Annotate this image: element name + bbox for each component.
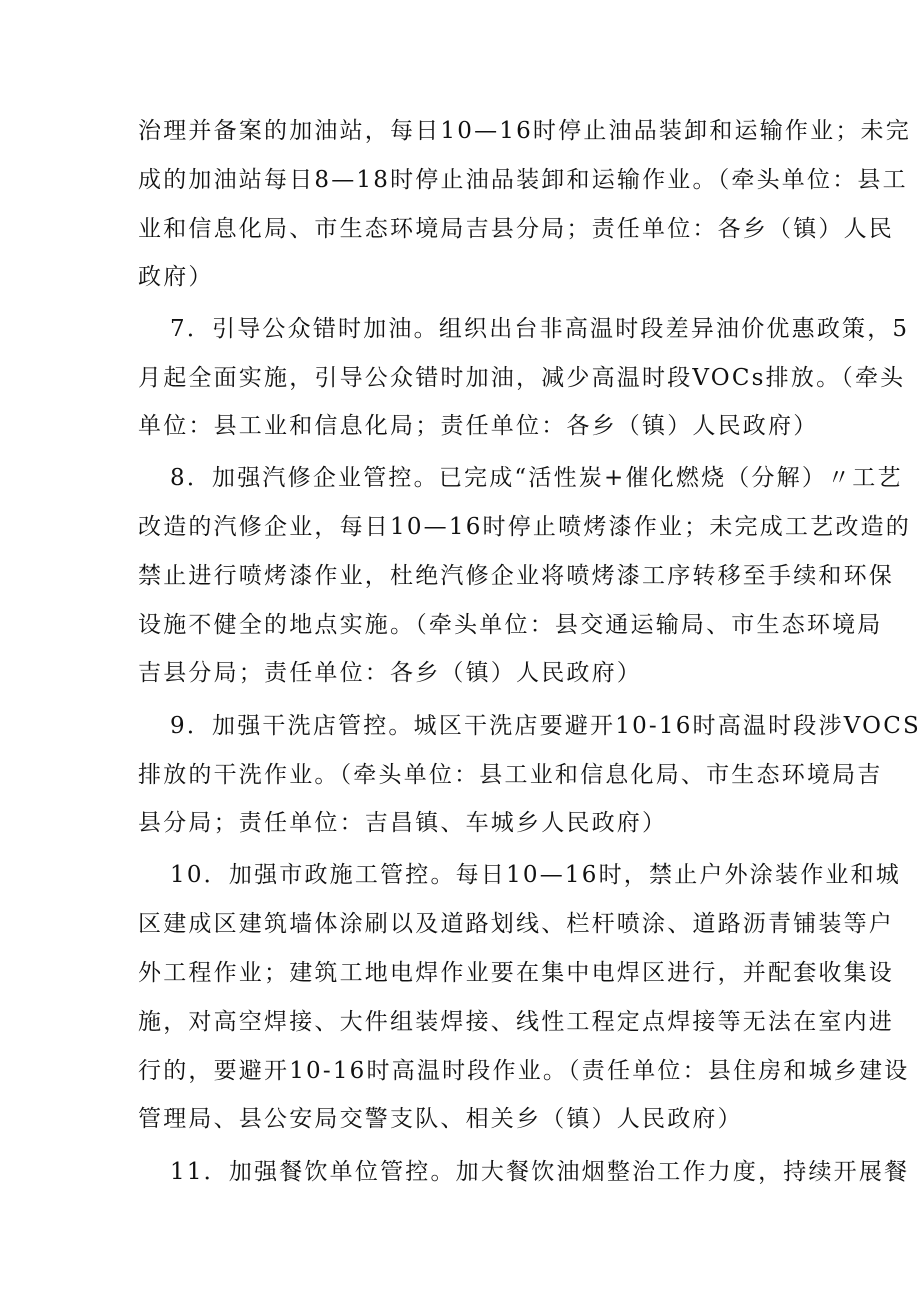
item-10-line-6: 管理局、县公安局交警支队、相关乡（镇）人民政府） — [138, 1106, 743, 1132]
item-10-line-4: 施，对高空焊接、大件组装焊接、线性工程定点焊接等无法在室内进 — [138, 1009, 894, 1035]
item-7-line-1: 7．引导公众错时加油。组织出台非高温时段差异油价优惠政策，5 — [170, 316, 910, 342]
item-9-line-1: 9．加强干洗店管控。城区干洗店要避开10-16时高温时段涉VOCS — [170, 713, 921, 739]
item-7-line-2: 月起全面实施，引导公众错时加油，减少高温时段VOCs排放。（牵头 — [138, 365, 906, 391]
item-10-line-1: 10．加强市政施工管控。每日10—16时，禁止户外涂装作业和城 — [170, 862, 901, 888]
paragraph-6-line-4: 政府） — [138, 264, 214, 290]
item-7-line-3: 单位：县工业和信息化局；责任单位：各乡（镇）人民政府） — [138, 413, 819, 439]
item-10-line-3: 外工程作业；建筑工地电焊作业要在集中电焊区进行，并配套收集设 — [138, 960, 894, 986]
paragraph-6-line-2: 成的加油站每日8—18时停止油品装卸和运输作业。（牵头单位：县工 — [138, 167, 908, 193]
paragraph-6-line-1: 治理并备案的加油站，每日10—16时停止油品装卸和运输作业；未完 — [138, 118, 911, 144]
item-10-line-2: 区建成区建筑墙体涂刷以及道路划线、栏杆喷涂、道路沥青铺装等户 — [138, 911, 894, 937]
item-8-line-4: 设施不健全的地点实施。（牵头单位：县交通运输局、市生态环境局 — [138, 612, 883, 638]
item-11-line-1: 11．加强餐饮单位管控。加大餐饮油烟整治工作力度，持续开展餐 — [170, 1159, 910, 1185]
item-10-line-5: 行的，要避开10-16时高温时段作业。（责任单位：县住房和城乡建设 — [138, 1058, 910, 1084]
paragraph-6-line-3: 业和信息化局、市生态环境局吉县分局；责任单位：各乡（镇）人民 — [138, 216, 894, 242]
item-9-line-3: 县分局；责任单位：吉昌镇、车城乡人民政府） — [138, 810, 668, 836]
item-8-line-3: 禁止进行喷烤漆作业，杜绝汽修企业将喷烤漆工序转移至手续和环保 — [138, 563, 894, 589]
item-8-line-1: 8．加强汽修企业管控。已完成“活性炭+催化燃烧（分解）〃工艺 — [170, 465, 903, 491]
item-8-line-5: 吉县分局；责任单位：各乡（镇）人民政府） — [138, 660, 642, 686]
item-9-line-2: 排放的干洗作业。（牵头单位：县工业和信息化局、市生态环境局吉 — [138, 762, 883, 788]
item-8-line-2: 改造的汽修企业，每日10—16时停止喷烤漆作业；未完成工艺改造的 — [138, 514, 911, 540]
